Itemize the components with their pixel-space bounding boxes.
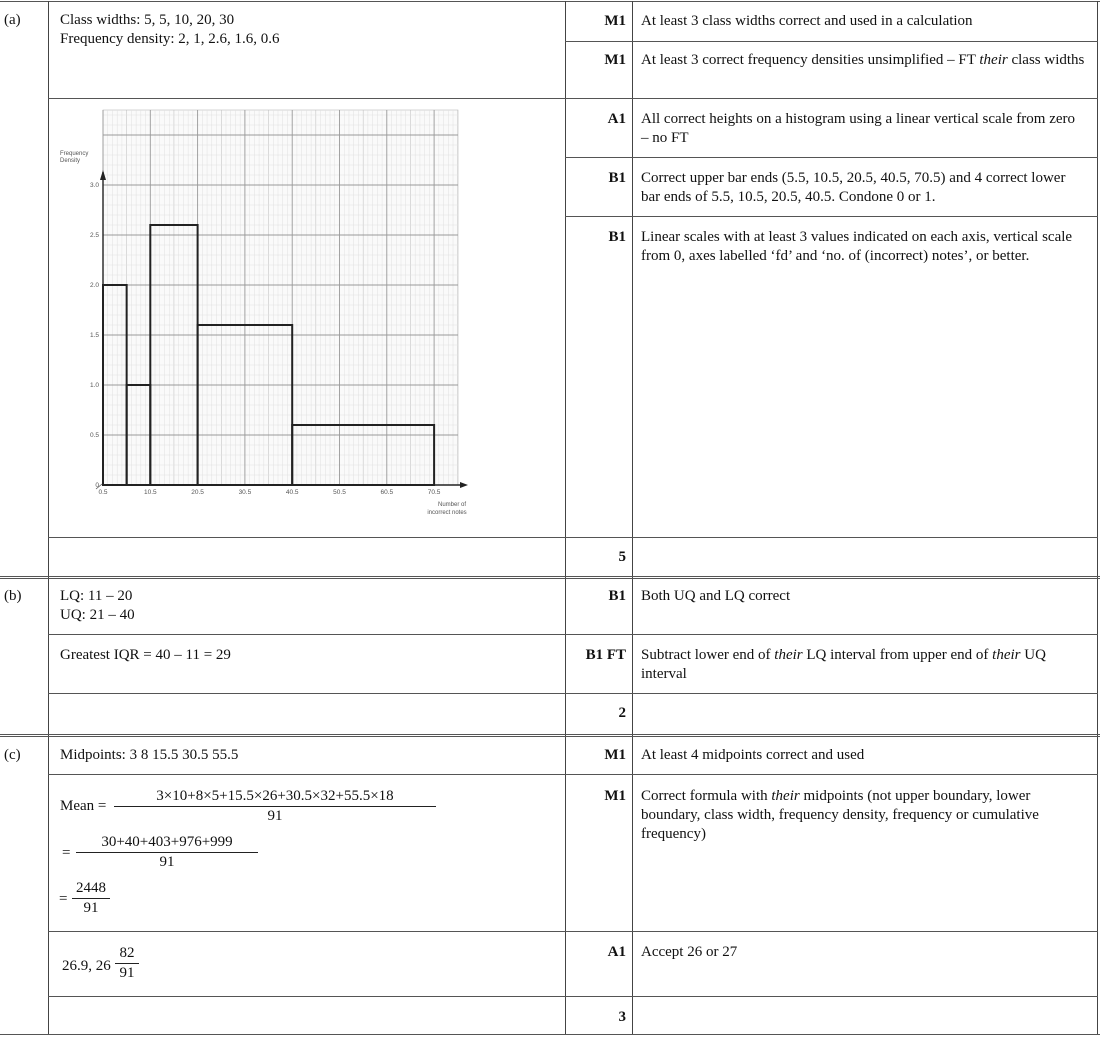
y-tick-label: 2.0 (89, 282, 99, 289)
part-label-b: (b) (4, 588, 22, 604)
x-tick-label: 50.5 (333, 489, 346, 496)
table-top-border (0, 1, 1100, 2)
row-divider (48, 931, 1098, 932)
final-answer-fraction (115, 944, 139, 983)
row-divider (48, 693, 1098, 694)
row-divider (565, 157, 1098, 158)
equals-sign: = (62, 845, 71, 861)
final-answer: 26.9, 26 (62, 958, 111, 974)
fraction-denominator: 91 (119, 965, 135, 981)
midpoints-answer: Midpoints: 3 8 15.5 30.5 55.5 (60, 747, 239, 763)
x-tick-label: 70.5 (427, 489, 441, 496)
row-divider (48, 98, 1098, 99)
y-tick-label: 1.0 (89, 382, 99, 389)
x-tick-label: 60.5 (380, 489, 394, 496)
fraction-denominator: 91 (159, 854, 175, 870)
mark-code: A1 (607, 944, 626, 960)
y-tick-labels (90, 182, 99, 489)
mark-note: Linear scales with at least 3 values indicated on each axis, vertical scale from 0, axes labelled ‘fd’ and ‘no. of (incorrect) notes’, or better. (641, 229, 1073, 264)
mark-code: M1 (604, 52, 626, 68)
mean-fraction-step3 (72, 879, 110, 918)
histogram-chart (52, 100, 482, 530)
mark-code: B1 FT (585, 647, 626, 663)
mean-fraction-step1 (114, 787, 436, 826)
x-tick-labels (98, 489, 440, 496)
y-axis-label: Frequency (60, 151, 89, 157)
grid-background (103, 110, 458, 485)
section-divider (0, 734, 1100, 737)
mark-code: B1 (608, 170, 626, 186)
row-divider (48, 634, 1098, 635)
row-divider (565, 41, 1098, 42)
part-label-c: (c) (4, 747, 21, 763)
x-tick-label: 0.5 (98, 489, 108, 496)
fraction-numerator: 3×10+8×5+15.5×26+30.5×32+55.5×18 (114, 787, 436, 807)
part-total: 3 (618, 1009, 626, 1025)
part-total: 2 (618, 705, 626, 721)
fraction-denominator: 91 (83, 900, 99, 916)
y-tick-label: 3.0 (89, 182, 99, 189)
y-tick-label: 0 (95, 482, 99, 489)
row-divider (565, 216, 1098, 217)
y-tick-label: 0.5 (89, 432, 99, 439)
mark-code: M1 (604, 747, 626, 763)
fraction-numerator: 30+40+403+976+999 (76, 833, 258, 853)
mark-note: Both UQ and LQ correct (641, 588, 791, 604)
mark-note: All correct heights on a histogram using a linear vertical scale from zero – no FT (641, 111, 1076, 146)
mark-note: Accept 26 or 27 (641, 944, 738, 960)
equals-sign: = (59, 891, 68, 907)
mark-code: M1 (604, 13, 626, 29)
row-divider (48, 774, 1098, 775)
mark-note: At least 4 midpoints correct and used (641, 747, 865, 763)
frequency-density-answer: Frequency density: 2, 1, 2.6, 1.6, 0.6 (60, 31, 280, 47)
row-divider (48, 996, 1098, 997)
mean-label: Mean = (60, 798, 107, 814)
mark-note: At least 3 class widths correct and used in a calculation (641, 13, 973, 29)
mark-note: At least 3 correct frequency densities unsimplified – FT their class widths (641, 52, 1085, 68)
fraction-denominator: 91 (267, 808, 283, 824)
x-tick-label: 40.5 (285, 489, 299, 496)
fraction-numerator: 2448 (72, 879, 110, 899)
uq-answer: UQ: 21 – 40 (60, 607, 135, 623)
table-bottom-border (0, 1034, 1100, 1035)
lq-answer: LQ: 11 – 20 (60, 588, 133, 604)
col-divider-label (48, 1, 49, 1035)
y-tick-label: 1.5 (89, 332, 99, 339)
section-divider (0, 576, 1100, 579)
mark-code: B1 (608, 588, 626, 604)
x-tick-label: 20.5 (191, 489, 204, 496)
iqr-answer: Greatest IQR = 40 – 11 = 29 (60, 647, 231, 663)
row-divider (48, 537, 1098, 538)
x-axis-arrow-icon (460, 482, 468, 488)
y-tick-label: 2.5 (89, 232, 99, 239)
mean-fraction-step2 (76, 833, 258, 872)
mark-note: Subtract lower end of their LQ interval from upper end of their UQ interval (641, 647, 1046, 682)
x-tick-label: 10.5 (143, 489, 157, 496)
fraction-numerator: 82 (115, 944, 139, 964)
x-tick-label: 30.5 (238, 489, 252, 496)
part-total: 5 (618, 549, 626, 565)
grid-minor-lines (103, 110, 458, 485)
x-axis-label: Number of (437, 502, 467, 508)
x-axis-label: incorrect notes (427, 510, 467, 516)
mark-code: M1 (604, 788, 626, 804)
mark-note: Correct formula with their midpoints (not upper boundary, lower boundary, class width, frequency density, frequency or cumulative frequency) (641, 788, 1039, 842)
class-widths-answer: Class widths: 5, 5, 10, 20, 30 (60, 12, 235, 28)
y-axis-label: Density (60, 158, 81, 164)
mark-code: A1 (607, 111, 626, 127)
mark-code: B1 (608, 229, 626, 245)
mark-note: Correct upper bar ends (5.5, 10.5, 20.5, 40.5, 70.5) and 4 correct lower bar ends of 5.5, 10.5, 20.5, 40.5. Condone 0 or 1. (641, 170, 1066, 205)
part-label-a: (a) (4, 12, 21, 28)
